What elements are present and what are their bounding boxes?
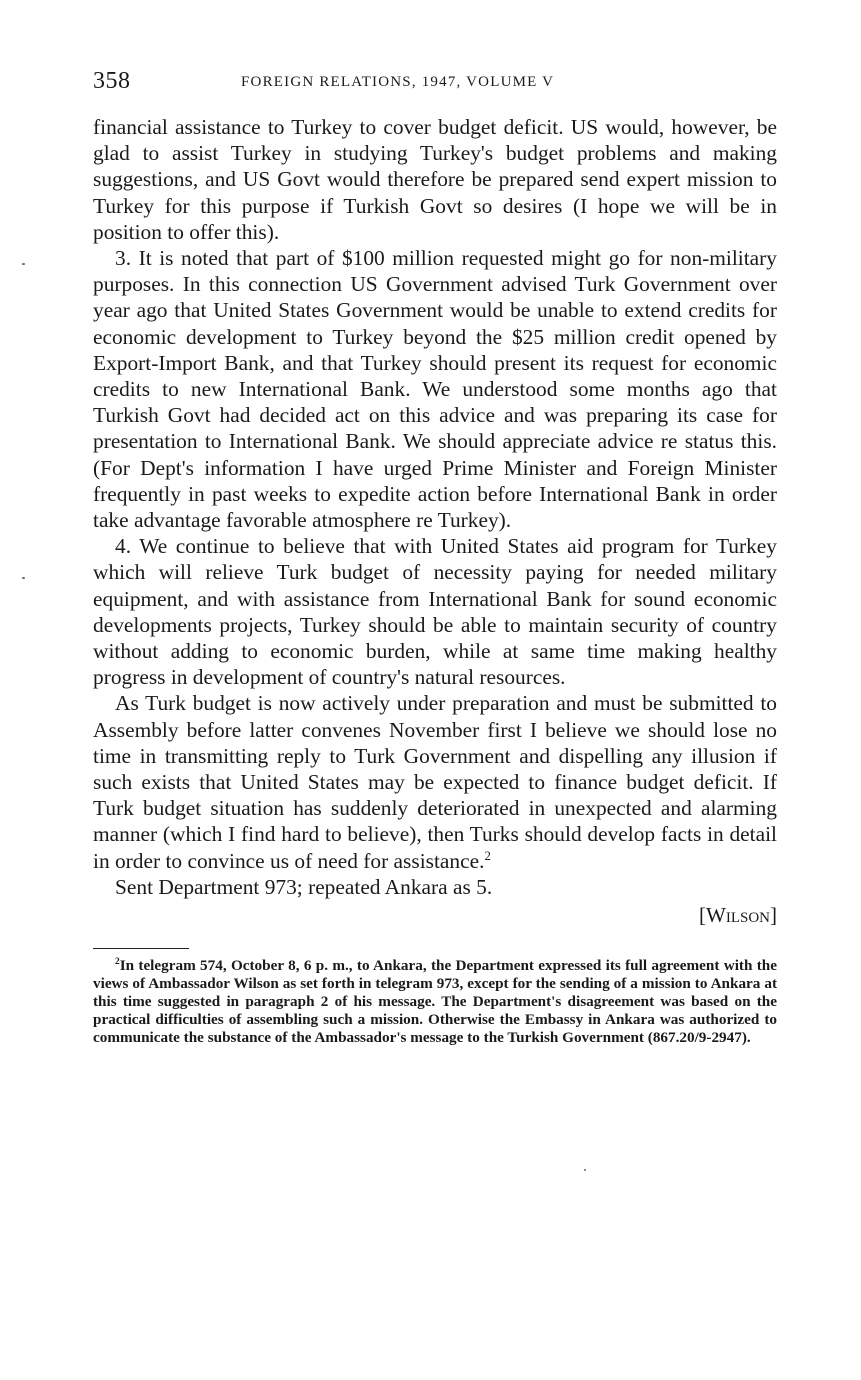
paragraph-4: 4. We continue to believe that with United States aid program for Turkey which will relieve Turk budget of necessity paying for needed military equipment, and with assistance from International Bank for sound economic developments projects, Turkey should be able to maintain security of country without adding to economic burden, while at same time making healthy progress in development of country's natural resources.	[93, 534, 777, 690]
scan-speck	[22, 577, 25, 579]
footnote-text: In telegram 574, October 8, 6 p. m., to Ankara, the Department expressed its full agreement with the views of Ambassador Wilson as set forth in telegram 973, except for the sending of a mission to Ankara at this time suggested in paragraph 2 of his message. The Department's disagreement was based on the practical difficulties of assembling such a mission. Otherwise the Embassy in Ankara was authorized to communicate the substance of the Ambassador's message to the Turkish Government (867.20/9-2947).	[93, 957, 777, 1047]
signature: [Wilson]	[699, 903, 777, 928]
footnote	[93, 957, 777, 1047]
page-number: 358	[93, 68, 131, 94]
paragraph-continued: financial assistance to Turkey to cover budget deficit. US would, however, be glad to assist Turkey in studying Turkey's budget problems and making suggestions, and US Govt would therefore be prepared send expert mission to Turkey for this purpose if Turkish Govt so desires (I hope we will be in position to offer this).	[93, 115, 777, 244]
paragraph-3: 3. It is noted that part of $100 million requested might go for non-military purposes. In this connection US Government advised Turk Government over year ago that United States Government would be unable to extend credits for economic development to Turkey beyond the $25 million credit opened by Export-Import Bank, and that Turkey should present its request for economic credits to new International Bank. We understood some months ago that Turkish Govt had decided act on this advice and was preparing its case for presentation to International Bank. We should appreciate advice re status this. (For Dept's information I have urged Prime Minister and Foreign Minister frequently in past weeks to expedite action before International Bank in order take advantage favorable atmosphere re Turkey).	[93, 246, 777, 533]
signature-line	[93, 902, 777, 928]
paragraph-5	[93, 690, 777, 873]
page-header	[93, 68, 777, 102]
scan-speck	[584, 1169, 586, 1171]
document-page	[93, 68, 777, 1048]
body-text	[93, 114, 777, 928]
scan-speck	[22, 263, 25, 265]
paragraph-5-text: As Turk budget is now actively under preparation and must be submitted to Assembly before latter convenes November first I believe we should lose no time in transmitting reply to Turk Government and dispelling any illusion if such exists that United States may be expected to finance budget deficit. If Turk budget situation has suddenly deteriorated in unexpected and alarming manner (which I find hard to believe), then Turks should develop facts in detail in order to convince us of need for assistance.	[93, 691, 777, 873]
footnote-reference[interactable]: 2	[484, 848, 491, 863]
running-head: FOREIGN RELATIONS, 1947, VOLUME V	[241, 74, 555, 90]
footnote-rule	[93, 948, 189, 949]
paragraph-6: Sent Department 973; repeated Ankara as 5.	[115, 874, 493, 899]
footnote-marker: 2	[115, 957, 120, 968]
